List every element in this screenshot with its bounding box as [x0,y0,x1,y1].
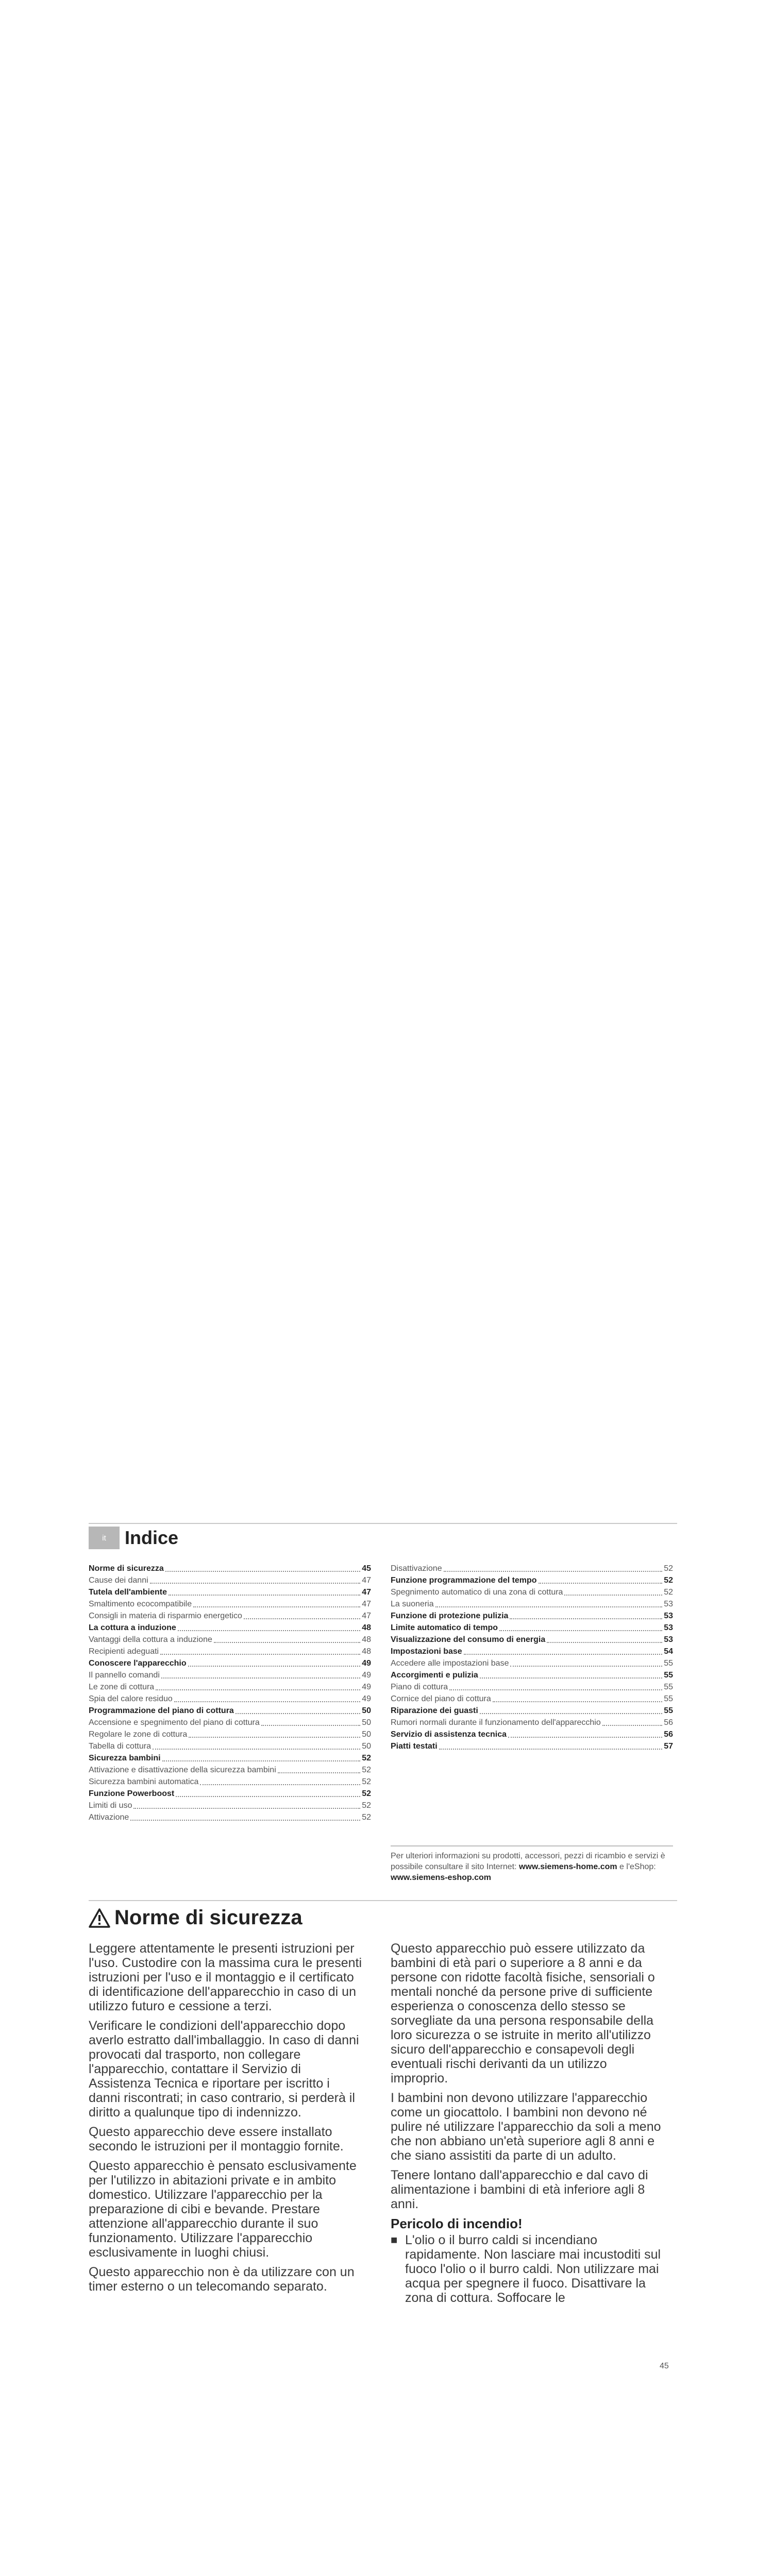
warning-triangle-icon [89,1908,110,1928]
toc-leader-dots [188,1665,361,1667]
bullet-marker-icon: ■ [391,2233,398,2246]
toc-leader-dots [160,1653,360,1655]
toc-entry[interactable] [391,1657,673,1669]
toc-entry-page: 52 [362,1813,371,1822]
toc-leader-dots [493,1701,662,1702]
page-number: 45 [660,2362,669,2370]
toc-entry-page: 48 [362,1635,371,1644]
toc-entry-title: Tabella di cottura [89,1742,151,1751]
safety-paragraph: Questo apparecchio deve essere installato secondo le istruzioni per il montaggio fornite. [89,2125,344,2154]
info-mid: e l'eShop: [617,1862,656,1871]
toc-entry-title: Attivazione e disattivazione della sicurezza bambini [89,1766,276,1774]
toc-entry-title: Accorgimenti e pulizia [391,1671,478,1680]
toc-entry-page: 52 [362,1789,371,1798]
toc-entry[interactable] [89,1609,371,1621]
toc-entry[interactable] [89,1692,371,1704]
toc-entry-title: La suoneria [391,1600,434,1608]
safety-paragraph: Verificare le condizioni dell'apparecchio dopo averlo estratto dall'imballaggio. In caso di danni provocati dal trasporto, non collegare l'apparecchio, contattare il Servizio di Assistenza Tecnica e riportare per iscritto i danni riscontrati; in caso contrario, si perderà il diritto a qualunque tipo di indennizzo. [89,2019,359,2120]
toc-entry[interactable] [89,1764,371,1775]
toc-entry-page: 49 [362,1683,371,1691]
toc-leader-dots [162,1760,361,1761]
safety-header [89,1906,303,1929]
toc-entry[interactable] [89,1740,371,1752]
toc-entry[interactable] [391,1728,673,1740]
toc-entry-title: Le zone di cottura [89,1683,155,1691]
toc-entry[interactable] [89,1645,371,1657]
toc-left-column [89,1562,371,1823]
toc-leader-dots [153,1748,360,1750]
toc-leader-dots [602,1724,662,1726]
toc-entry-page: 49 [362,1694,371,1703]
toc-leader-dots [464,1653,663,1655]
toc-leader-dots [193,1606,360,1607]
toc-entry[interactable] [391,1598,673,1609]
toc-entry[interactable] [89,1562,371,1574]
toc-entry[interactable] [391,1574,673,1586]
toc-leader-dots [539,1582,663,1584]
toc-leader-dots [508,1736,662,1738]
toc-entry[interactable] [89,1799,371,1811]
toc-leader-dots [499,1630,662,1631]
toc-entry-page: 52 [664,1576,673,1585]
info-text: Per ulteriori informazioni su prodotti, accessori, pezzi di ricambio e servizi è possibile consultare il sito Internet: [391,1852,665,1871]
language-badge: it [89,1527,120,1549]
toc-entry-title: Sicurezza bambini [89,1754,161,1762]
safety-paragraph: Questo apparecchio può essere utilizzato da bambini di età pari o superiore a 8 anni e da persone con ridotte facoltà fisiche, sensoriali o mentali nonché da persone prive di sufficiente esperienza o conoscenza dello stesso se sorvegliate da una persona responsabile della loro sicurezza o se istruite in merito all'utilizzo sicuro dell'apparecchio e consapevoli degli eventuali rischi derivanti da un utilizzo improprio. [391,1941,655,2086]
toc-leader-dots [439,1748,663,1750]
toc-entry-title: Servizio di assistenza tecnica [391,1730,507,1739]
toc-entry-title: Accedere alle impostazioni base [391,1659,509,1668]
toc-entry-page: 49 [362,1659,371,1668]
toc-entry-page: 50 [362,1718,371,1727]
index-title: Indice [125,1527,179,1548]
toc-entry[interactable] [391,1669,673,1681]
toc-entry-title: Cause dei danni [89,1576,148,1585]
safety-paragraph: Questo apparecchio non è da utilizzare con un timer esterno o un telecomando separato. [89,2265,355,2294]
toc-entry-title: Piano di cottura [391,1683,448,1691]
toc-entry-title: Regolare le zone di cottura [89,1730,188,1739]
toc-entry[interactable] [391,1586,673,1598]
toc-entry-title: Riparazione dei guasti [391,1706,478,1715]
toc-leader-dots [480,1677,662,1679]
toc-entry-page: 52 [362,1777,371,1786]
info-link-eshop[interactable]: www.siemens-eshop.com [391,1873,492,1882]
toc-entry-page: 55 [664,1683,673,1691]
info-note [391,1851,673,1883]
toc-entry-page: 55 [664,1694,673,1703]
toc-entry[interactable] [89,1574,371,1586]
toc-leader-dots [165,1570,360,1572]
toc-leader-dots [176,1795,360,1797]
toc-leader-dots [261,1724,360,1726]
toc-entry[interactable] [89,1621,371,1633]
toc-entry-title: Consigli in materia di risparmio energetico [89,1612,242,1620]
toc-entry-page: 53 [664,1600,673,1608]
toc-entry-title: Spegnimento automatico di una zona di cottura [391,1588,563,1597]
toc-entry-page: 52 [362,1754,371,1762]
toc-leader-dots [244,1618,360,1619]
toc-leader-dots [133,1807,360,1809]
toc-entry-title: Limiti di uso [89,1801,132,1810]
toc-entry-page: 50 [362,1742,371,1751]
fire-warning-heading: Pericolo di incendio! [391,2216,523,2231]
toc-entry-page: 47 [362,1576,371,1585]
toc-leader-dots [510,1665,662,1667]
toc-entry-title: Funzione Powerboost [89,1789,175,1798]
toc-entry[interactable] [89,1811,371,1823]
toc-leader-dots [189,1736,360,1738]
toc-entry-page: 55 [664,1706,673,1715]
toc-entry-title: Funzione di protezione pulizia [391,1612,509,1620]
toc-entry-title: Impostazioni base [391,1647,462,1656]
toc-entry-title: Vantaggi della cottura a induzione [89,1635,212,1644]
toc-entry[interactable] [89,1704,371,1716]
toc-leader-dots [130,1819,360,1821]
toc-entry-page: 47 [362,1612,371,1620]
toc-entry-page: 50 [362,1730,371,1739]
safety-left-column [89,1941,363,2299]
toc-entry-title: Visualizzazione del consumo di energia [391,1635,546,1644]
toc-entry-page: 49 [362,1671,371,1680]
toc-leader-dots [169,1594,360,1596]
toc-entry[interactable] [89,1787,371,1799]
toc-leader-dots [564,1594,662,1596]
toc-entry-page: 53 [664,1612,673,1620]
fire-warning-item [391,2233,665,2305]
index-header [89,1527,178,1549]
toc-leader-dots [449,1689,662,1690]
toc-entry[interactable] [391,1621,673,1633]
toc-entry[interactable] [89,1752,371,1764]
toc-entry-title: Limite automatico di tempo [391,1623,498,1632]
safety-title: Norme di sicurezza [114,1906,303,1929]
toc-entry[interactable] [391,1716,673,1728]
toc-entry-title: Tutela dell'ambiente [89,1588,167,1597]
safety-paragraph: Leggere attentamente le presenti istruzioni per l'uso. Custodire con la massima cura le presenti istruzioni per l'uso e il montaggio e il certificato di identificazione dell'apparecchio in caso di un utilizzo futuro e cessione a terzi. [89,1941,362,2013]
toc-leader-dots [174,1701,360,1702]
toc-entry[interactable] [391,1704,673,1716]
toc-entry[interactable] [89,1586,371,1598]
toc-leader-dots [236,1713,360,1714]
toc-entry-title: Conoscere l'apparecchio [89,1659,187,1668]
toc-entry-page: 52 [664,1588,673,1597]
toc-entry[interactable] [391,1609,673,1621]
toc-entry-title: Disattivazione [391,1564,442,1573]
toc-entry[interactable] [391,1681,673,1692]
toc-entry-page: 56 [664,1730,673,1739]
toc-entry[interactable] [391,1645,673,1657]
toc-entry-title: Programmazione del piano di cottura [89,1706,234,1715]
safety-paragraph: Questo apparecchio è pensato esclusivamente per l'utilizzo in abitazioni private e in ambito domestico. Utilizzare l'apparecchio per la preparazione di cibi e bevande. Prestare attenzione all'apparecchio durante il suo funzionamento. Utilizzare l'apparecchio esclusivamente in luoghi chiusi. [89,2159,357,2260]
toc-entry[interactable] [391,1692,673,1704]
fire-warning-text: L'olio o il burro caldi si incendiano rapidamente. Non lasciare mai incustoditi sul fuoco l'olio o il burro caldi. Non utilizzare mai acqua per spegnere il fuoco. Disattivare la zona di cottura. Soffocare le [405,2233,661,2305]
toc-entry[interactable] [89,1669,371,1681]
toc-entry[interactable] [89,1657,371,1669]
safety-paragraph: I bambini non devono utilizzare l'apparecchio come un giocattolo. I bambini non devono né pulire né utilizzare l'apparecchio da soli a meno che non abbiano un'età superiore agli 8 anni e che siano assistiti da parte di un adulto. [391,2091,661,2163]
toc-entry-title: Norme di sicurezza [89,1564,164,1573]
toc-entry-page: 45 [362,1564,371,1573]
toc-entry-page: 47 [362,1588,371,1597]
toc-entry[interactable] [391,1633,673,1645]
toc-entry-page: 55 [664,1671,673,1680]
toc-leader-dots [547,1641,662,1643]
toc-leader-dots [156,1689,360,1690]
toc-entry-page: 57 [664,1742,673,1751]
toc-entry-title: Spia del calore residuo [89,1694,173,1703]
toc-leader-dots [161,1677,360,1679]
toc-entry[interactable] [89,1598,371,1609]
toc-entry-page: 52 [664,1564,673,1573]
toc-entry-title: Accensione e spegnimento del piano di cottura [89,1718,260,1727]
toc-entry[interactable] [391,1562,673,1574]
toc-entry[interactable] [391,1740,673,1752]
safety-paragraph: Tenere lontano dall'apparecchio e dal cavo di alimentazione i bambini di età inferiore agli 8 anni. [391,2168,648,2211]
toc-entry[interactable] [89,1716,371,1728]
toc-entry-title: Recipienti adeguati [89,1647,159,1656]
toc-entry-page: 47 [362,1600,371,1608]
toc-leader-dots [214,1641,360,1643]
toc-right-column [391,1562,673,1752]
toc-entry[interactable] [89,1681,371,1692]
toc-leader-dots [510,1618,662,1619]
toc-entry-title: Il pannello comandi [89,1671,160,1680]
toc-entry[interactable] [89,1633,371,1645]
toc-leader-dots [150,1582,361,1584]
toc-entry-page: 53 [664,1623,673,1632]
toc-entry-title: Smaltimento ecocompatibile [89,1600,192,1608]
toc-entry-page: 48 [362,1623,371,1632]
toc-entry[interactable] [89,1728,371,1740]
toc-entry-page: 54 [664,1647,673,1656]
safety-right-column [391,1941,665,2305]
toc-entry-page: 50 [362,1706,371,1715]
toc-leader-dots [435,1606,663,1607]
toc-leader-dots [178,1630,360,1631]
toc-entry-title: Funzione programmazione del tempo [391,1576,537,1585]
toc-entry-title: Sicurezza bambini automatica [89,1777,199,1786]
toc-leader-dots [278,1772,360,1773]
toc-entry-title: Cornice del piano di cottura [391,1694,491,1703]
info-divider [391,1845,673,1846]
toc-entry-title: Attivazione [89,1813,129,1822]
section-divider [89,1900,677,1901]
toc-entry-page: 52 [362,1766,371,1774]
toc-leader-dots [444,1570,663,1572]
toc-leader-dots [200,1784,360,1785]
top-divider [89,1523,677,1524]
toc-entry-page: 52 [362,1801,371,1810]
toc-entry-page: 53 [664,1635,673,1644]
toc-entry-page: 55 [664,1659,673,1668]
info-link-home[interactable]: www.siemens-home.com [519,1862,617,1871]
toc-entry-title: La cottura a induzione [89,1623,176,1632]
toc-entry-title: Piatti testati [391,1742,438,1751]
toc-entry-page: 56 [664,1718,673,1727]
toc-entry-page: 48 [362,1647,371,1656]
toc-entry-title: Rumori normali durante il funzionamento dell'apparecchio [391,1718,601,1727]
toc-leader-dots [480,1713,662,1714]
toc-entry[interactable] [89,1775,371,1787]
